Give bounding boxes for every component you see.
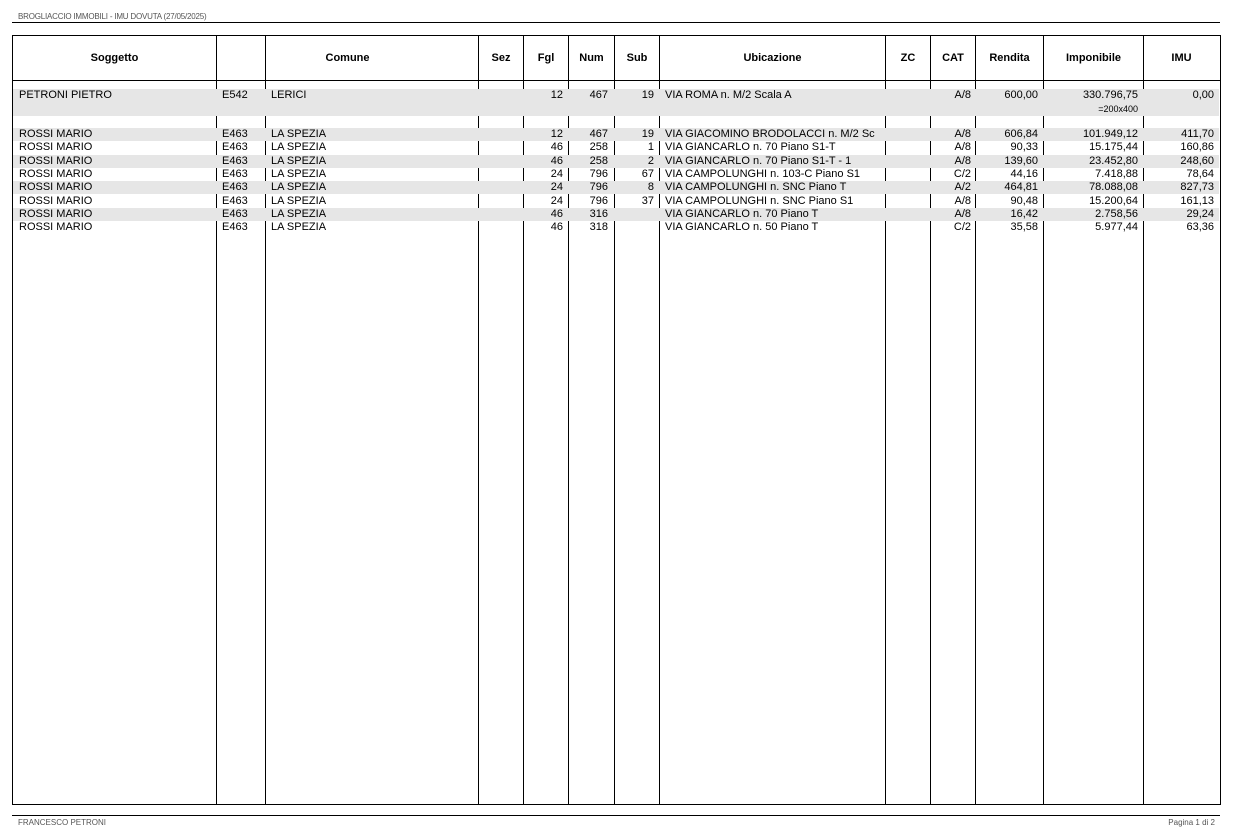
column-header-comune: Comune [325, 52, 370, 64]
cell-imponibile: 15.200,64 [1089, 195, 1138, 207]
cell-fgl: 24 [550, 195, 563, 207]
cell-cat: A/8 [954, 128, 971, 140]
table-row [13, 221, 1219, 234]
cell-imponibile: 78.088,08 [1089, 181, 1138, 193]
cell-num: 467 [589, 89, 608, 101]
cell-imu: 160,86 [1180, 141, 1214, 153]
cell-soggetto: ROSSI MARIO [19, 168, 93, 180]
footer-rule [12, 815, 1220, 816]
cell-soggetto: ROSSI MARIO [19, 221, 93, 233]
cell-imu: 248,60 [1180, 155, 1214, 167]
cell-rendita: 16,42 [1010, 208, 1038, 220]
cell-fgl: 46 [550, 208, 563, 220]
cell-comune: LA SPEZIA [271, 155, 327, 167]
cell-imu: 827,73 [1180, 181, 1214, 193]
cell-imu: 63,36 [1186, 221, 1214, 233]
cell-sub [615, 208, 654, 221]
cell-soggetto: ROSSI MARIO [19, 128, 93, 140]
cell-imponibile: 7.418,88 [1095, 168, 1138, 180]
cell-comune: LA SPEZIA [271, 221, 327, 233]
cell-fgl: 12 [550, 128, 563, 140]
cell-imponibile: 2.758,56 [1095, 208, 1138, 220]
cell-fgl: 46 [550, 141, 563, 153]
cell-num: 796 [589, 195, 608, 207]
cell-codice-comune: E463 [222, 168, 248, 180]
column-header-zc: ZC [900, 52, 916, 64]
cell-sub: 19 [641, 128, 654, 140]
cell-codice-comune: E463 [222, 195, 248, 207]
table-row [13, 168, 1219, 181]
cell-codice-comune: E463 [222, 221, 248, 233]
cell-rendita: 606,84 [1004, 128, 1038, 140]
cell-imu: 0,00 [1192, 89, 1214, 101]
cell-fgl: 46 [550, 155, 563, 167]
cell-cat: A/8 [954, 141, 971, 153]
footer-author: FRANCESCO PETRONI [18, 818, 107, 827]
cell-cat: A/8 [954, 195, 971, 207]
cell-imponibile: 15.175,44 [1089, 141, 1138, 153]
table-row [13, 155, 1219, 168]
cell-fgl: 24 [550, 181, 563, 193]
cell-sub: 2 [647, 155, 654, 167]
cell-cat: C/2 [953, 221, 971, 233]
cell-soggetto: ROSSI MARIO [19, 208, 93, 220]
cell-ubicazione: VIA CAMPOLUNGHI n. SNC Piano T [665, 181, 847, 193]
table-row [13, 208, 1219, 221]
cell-cat: A/8 [954, 155, 971, 167]
column-header-fgl: Fgl [537, 52, 555, 64]
cell-cat: C/2 [953, 168, 971, 180]
column-header-sez: Sez [491, 52, 511, 64]
cell-imponibile: 330.796,75 [1082, 89, 1138, 101]
cell-rendita: 90,48 [1010, 195, 1038, 207]
cell-soggetto: PETRONI PIETRO [19, 89, 112, 101]
cell-sub [615, 221, 654, 234]
cell-num: 318 [589, 221, 608, 233]
cell-codice-comune: E463 [222, 208, 248, 220]
cell-comune: LA SPEZIA [271, 128, 327, 140]
cell-fgl: 12 [550, 89, 563, 101]
cell-sub: 67 [641, 168, 654, 180]
footer-page-number: Pagina 1 di 2 [1168, 818, 1215, 827]
column-header-rendita: Rendita [989, 52, 1030, 64]
header-rule [12, 22, 1220, 23]
cell-codice-comune: E463 [222, 128, 248, 140]
cell-ubicazione: VIA CAMPOLUNGHI n. 103-C Piano S1 [665, 168, 861, 180]
cell-fgl: 46 [550, 221, 563, 233]
cell-ubicazione: VIA GIACOMINO BRODOLACCI n. M/2 Sc [665, 128, 875, 140]
cell-rendita: 35,58 [1010, 221, 1038, 233]
cell-codice-comune: E463 [222, 155, 248, 167]
table-row [13, 181, 1219, 194]
cell-imponibile: 5.977,44 [1095, 221, 1138, 233]
table-row [13, 141, 1219, 154]
report-title: BROGLIACCIO IMMOBILI - IMU DOVUTA (27/05/2025) [18, 12, 207, 21]
cell-cat: A/8 [954, 89, 971, 101]
table-row [13, 89, 1219, 116]
column-header-cat: CAT [942, 52, 964, 64]
cell-num: 258 [589, 141, 608, 153]
cell-rendita: 139,60 [1004, 155, 1038, 167]
cell-imponibile: 101.949,12 [1082, 128, 1138, 140]
cell-num: 467 [589, 128, 608, 140]
cell-codice-comune: E542 [222, 89, 248, 101]
cell-sub: 37 [641, 195, 654, 207]
cell-num: 796 [589, 168, 608, 180]
column-header-num: Num [579, 52, 604, 64]
cell-cat: A/2 [954, 181, 971, 193]
cell-soggetto: ROSSI MARIO [19, 181, 93, 193]
column-header-soggetto: Soggetto [90, 52, 139, 64]
column-header-ubicazione: Ubicazione [743, 52, 802, 64]
cell-soggetto: ROSSI MARIO [19, 195, 93, 207]
cell-ubicazione: VIA CAMPOLUNGHI n. SNC Piano S1 [665, 195, 854, 207]
cell-comune: LA SPEZIA [271, 141, 327, 153]
cell-imu: 29,24 [1186, 208, 1214, 220]
cell-ubicazione: VIA GIANCARLO n. 70 Piano T [665, 208, 819, 220]
column-header-sub: Sub [626, 52, 648, 64]
cell-sub: 19 [641, 89, 654, 101]
cell-num: 796 [589, 181, 608, 193]
table-row [13, 195, 1219, 208]
cell-ubicazione: VIA ROMA n. M/2 Scala A [665, 89, 792, 101]
cell-codice-comune: E463 [222, 181, 248, 193]
cell-soggetto: ROSSI MARIO [19, 155, 93, 167]
table-row [13, 128, 1219, 141]
cell-imponibile-note: =200x400 [1098, 104, 1138, 114]
cell-ubicazione: VIA GIANCARLO n. 70 Piano S1-T - 1 [665, 155, 852, 167]
cell-rendita: 44,16 [1010, 168, 1038, 180]
cell-codice-comune: E463 [222, 141, 248, 153]
cell-comune: LA SPEZIA [271, 208, 327, 220]
cell-comune: LERICI [271, 89, 307, 101]
cell-ubicazione: VIA GIANCARLO n. 50 Piano T [665, 221, 819, 233]
cell-imu: 411,70 [1181, 128, 1214, 140]
cell-comune: LA SPEZIA [271, 195, 327, 207]
cell-rendita: 464,81 [1004, 181, 1038, 193]
column-header-imu: IMU [1171, 52, 1192, 64]
cell-rendita: 90,33 [1010, 141, 1038, 153]
cell-imu: 78,64 [1186, 168, 1214, 180]
cell-soggetto: ROSSI MARIO [19, 141, 93, 153]
cell-fgl: 24 [550, 168, 563, 180]
cell-comune: LA SPEZIA [271, 181, 327, 193]
cell-imponibile: 23.452,80 [1089, 155, 1138, 167]
cell-imu: 161,13 [1180, 195, 1214, 207]
column-header-imponibile: Imponibile [1066, 52, 1121, 64]
cell-sub: 1 [647, 141, 654, 153]
cell-comune: LA SPEZIA [271, 168, 327, 180]
cell-num: 258 [589, 155, 608, 167]
cell-ubicazione: VIA GIANCARLO n. 70 Piano S1-T [665, 141, 836, 153]
cell-sub: 8 [647, 181, 654, 193]
cell-cat: A/8 [954, 208, 971, 220]
cell-rendita: 600,00 [1004, 89, 1038, 101]
cell-num: 316 [589, 208, 608, 220]
